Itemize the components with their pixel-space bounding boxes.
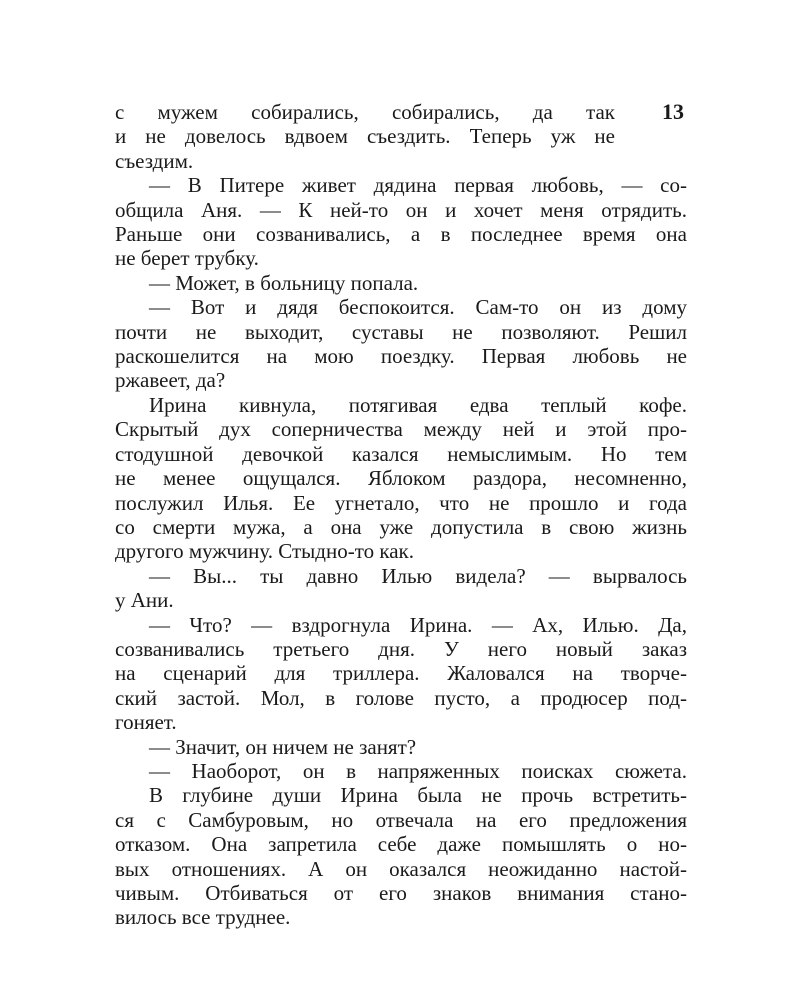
text-line: раскошелится на мою поездку. Первая любовь не [115,344,687,369]
text-line: ржавеет, да? [115,368,226,393]
text-line: — Наоборот, он в напряженных поисках сюжета. [149,758,687,783]
text-line: со смерти мужа, а она уже допустила в свою жизнь [115,514,687,539]
text-line: почти не выходит, суставы не позволяют. Решил [115,319,687,344]
text-line: другого мужчину. Стыдно-то как. [115,539,415,564]
text-line: — Значит, он ничем не занят? [149,734,417,759]
body-text [115,100,687,930]
text-line: с мужем собирались, собирались, да так [115,100,615,124]
text-line: Скрытый дух соперничества между ней и этой про- [115,417,687,442]
text-line: чивым. Отбиваться от его знаков внимания стано- [115,881,687,905]
text-line: Ирина кивнула, потягивая едва теплый кофе. [149,392,687,417]
text-line: созванивались третьего дня. У него новый заказ [115,636,687,661]
text-line: — В Питере живет дядина первая любовь, — со- [149,173,687,198]
text-line: не менее ощущался. Яблоком раздора, несомненно, [115,466,687,491]
text-line: у Ани. [115,588,174,613]
text-line: ся с Самбуровым, но отвечала на его предложения [115,807,687,832]
text-line: послужил Илья. Ее угнетало, что не прошло и года [115,490,687,515]
text-line: вилось все труднее. [115,905,291,930]
text-line: отказом. Она запретила себе даже помышлять о но- [115,832,687,857]
text-line: ский застой. Мол, в голове пусто, а продюсер под- [115,685,687,710]
text-line: — Может, в больницу попала. [149,270,419,295]
text-line: общила Аня. — К ней-то он и хочет меня отрядить. [115,197,687,222]
text-line: — Что? — вздрогнула Ирина. — Ах, Илью. Да, [149,612,687,637]
text-line: — Вы... ты давно Илью видела? — вырвалось [149,563,687,588]
text-line: и не довелось вдвоем съездить. Теперь уж не [115,124,615,149]
text-line: на сценарий для триллера. Жаловался на творче- [115,661,687,686]
text-line: — Вот и дядя беспокоится. Сам-то он из дому [149,295,687,320]
text-line: Раньше они созванивались, а в последнее время она [115,222,687,247]
text-line: В глубине души Ирина была не прочь встретить- [149,783,687,808]
text-line: съездим. [115,148,194,173]
text-line: стодушной девочкой казался немыслимым. Но тем [115,441,687,466]
text-line: не берет трубку. [115,246,259,271]
text-line: вых отношениях. А он оказался неожиданно настой- [115,856,687,881]
text-line: гоняет. [115,710,177,735]
page-number: 13 [662,99,684,124]
